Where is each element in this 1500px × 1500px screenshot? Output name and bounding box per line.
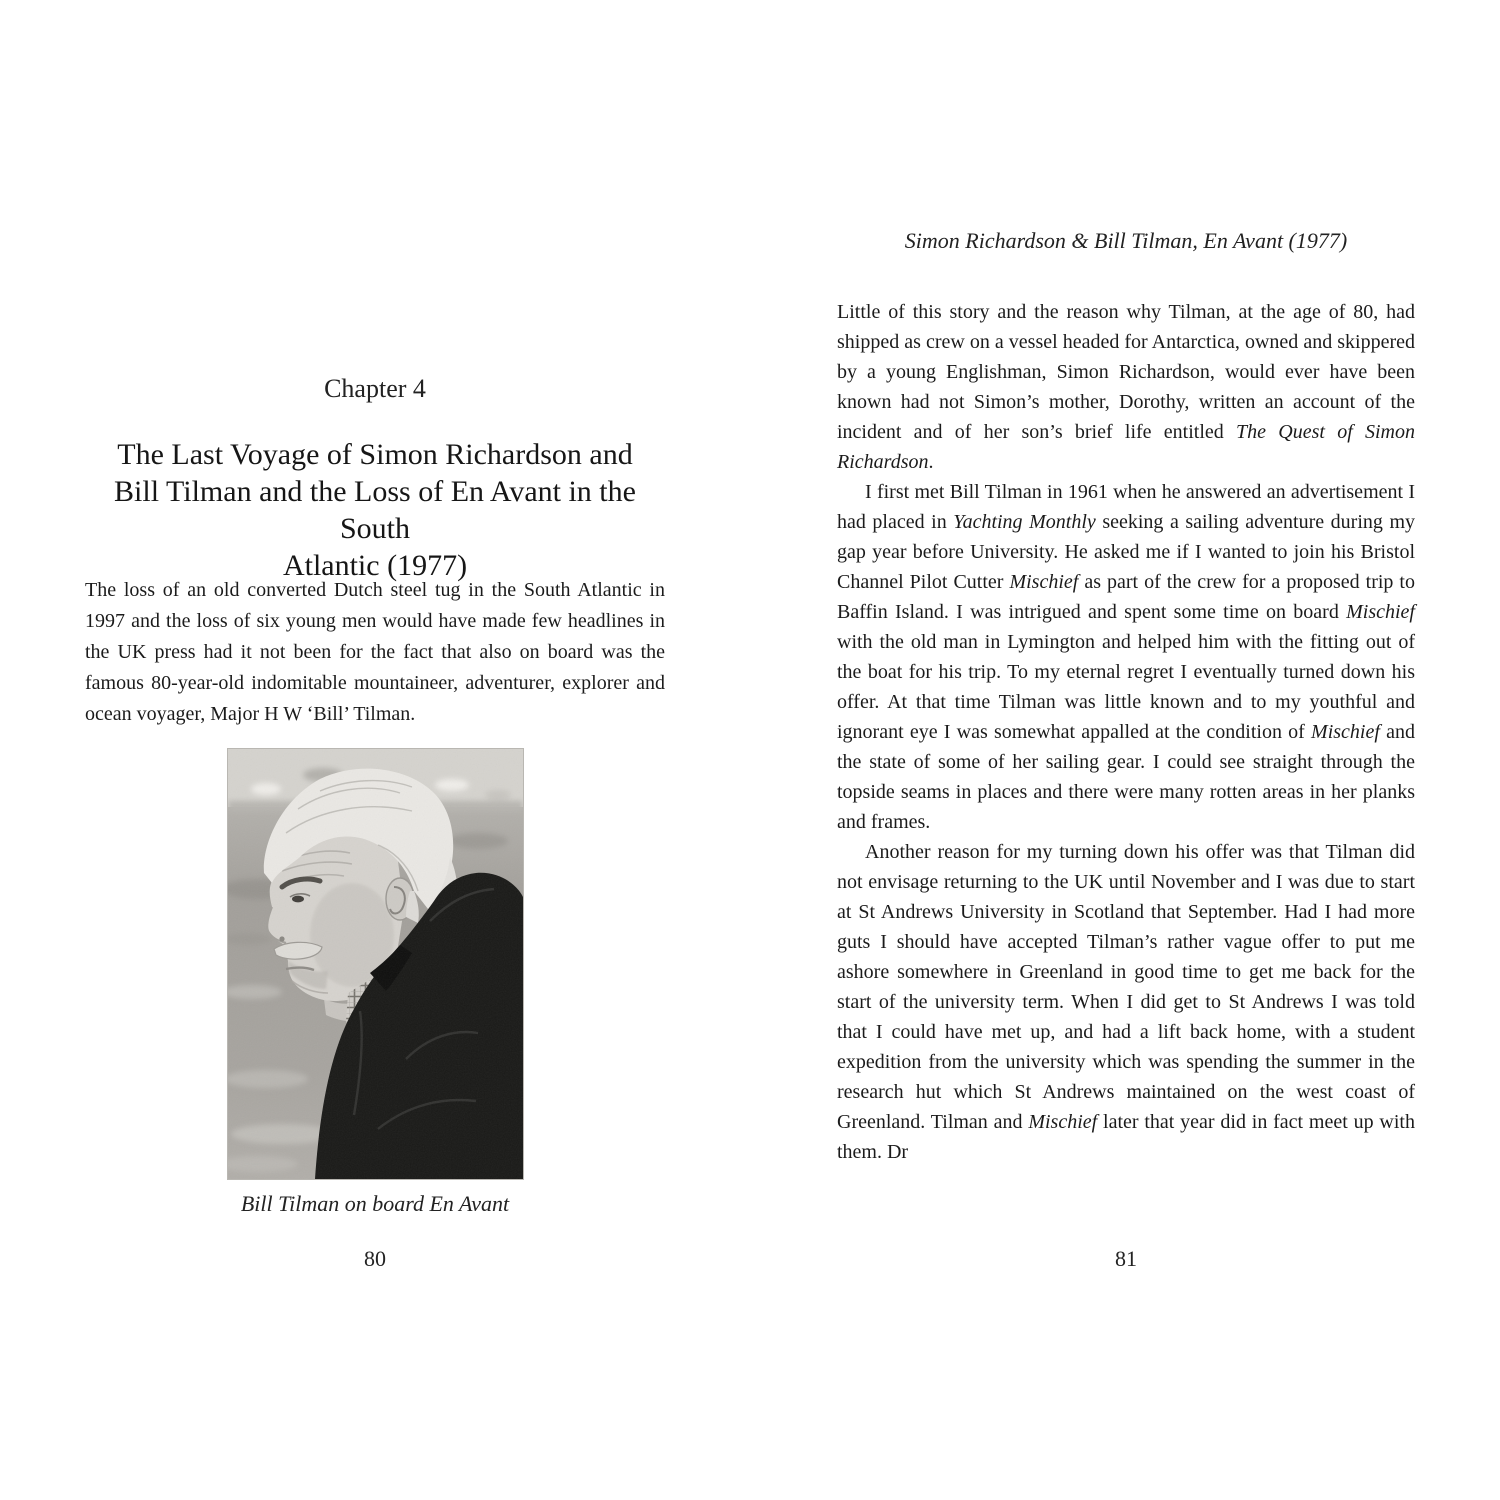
running-header: Simon Richardson & Bill Tilman, En Avant (1977) (904, 228, 1348, 253)
chapter-intro-paragraph: The loss of an old converted Dutch steel tug in the South Atlantic in 1997 and the loss of six young men would have made few headlines in the UK press had it not been for the fact that also on board was the famous 80-year-old indomitable mountaineer, adventurer, explorer and ocean voyager, Major H W ‘Bill’ Tilman. (85, 579, 665, 725)
chapter-label: Chapter 4 (324, 374, 426, 403)
paragraph-2: I first met Bill Tilman in 1961 when he answered an advertisement I had placed in Yachting Monthly seeking a sailing adventure during my gap year before University. He asked me if I wanted to join his Bristol Channel Pilot Cutter Mischief as part of the crew for a proposed trip to Baffin Island. I was intrigued and spent some time on board Mischief with the old man in Lymington and helped him with the fitting out of the boat for his trip. To my eternal regret I eventually turned down his offer. At that time Tilman was little known and to my youthful and ignorant eye I was somewhat appalled at the condition of Mischief and the state of some of her sailing gear. I could see straight through the topside seams in places and there were many rotten areas in her planks and frames. (837, 481, 1415, 833)
chapter-title-line-3: Atlantic (1977) (282, 549, 468, 582)
photo-caption: Bill Tilman on board En Avant (240, 1191, 510, 1216)
paragraph-3: Another reason for my turning down his offer was that Tilman did not envisage returning to the UK until November and I was due to start at St Andrews University in Scotland that September. Had I had more guts I should have accepted Tilman’s rather vague offer to put me ashore somewhere in Greenland in good time to get me back for the start of the university term. When I did get to St Andrews I was told that I could have met up, and had a lift back home, with a student expedition from the university which was spending the summer in the research hut which St Andrews maintained on the west coast of Greenland. Tilman and Mischief later that year did in fact meet up with them. Dr (837, 841, 1415, 1163)
body-text (837, 297, 1415, 1167)
page-number-left: 80 (364, 1246, 386, 1271)
chapter-title-line-1: The Last Voyage of Simon Richardson and (117, 438, 633, 471)
page-number-right: 81 (1115, 1246, 1137, 1271)
tilman-photo (228, 749, 523, 1179)
tilman-photo-graphic (228, 749, 523, 1179)
chapter-title-line-2: Bill Tilman and the Loss of En Avant in the South (114, 475, 636, 545)
chapter-title (85, 436, 665, 584)
paragraph-1: Little of this story and the reason why Tilman, at the age of 80, had shipped as crew on a vessel headed for Antarctica, owned and skippered by a young Englishman, Simon Richardson, would ever have been known had not Simon’s mother, Dorothy, written an account of the incident and of her son’s brief life entitled The Quest of Simon Richardson. (837, 301, 1416, 473)
